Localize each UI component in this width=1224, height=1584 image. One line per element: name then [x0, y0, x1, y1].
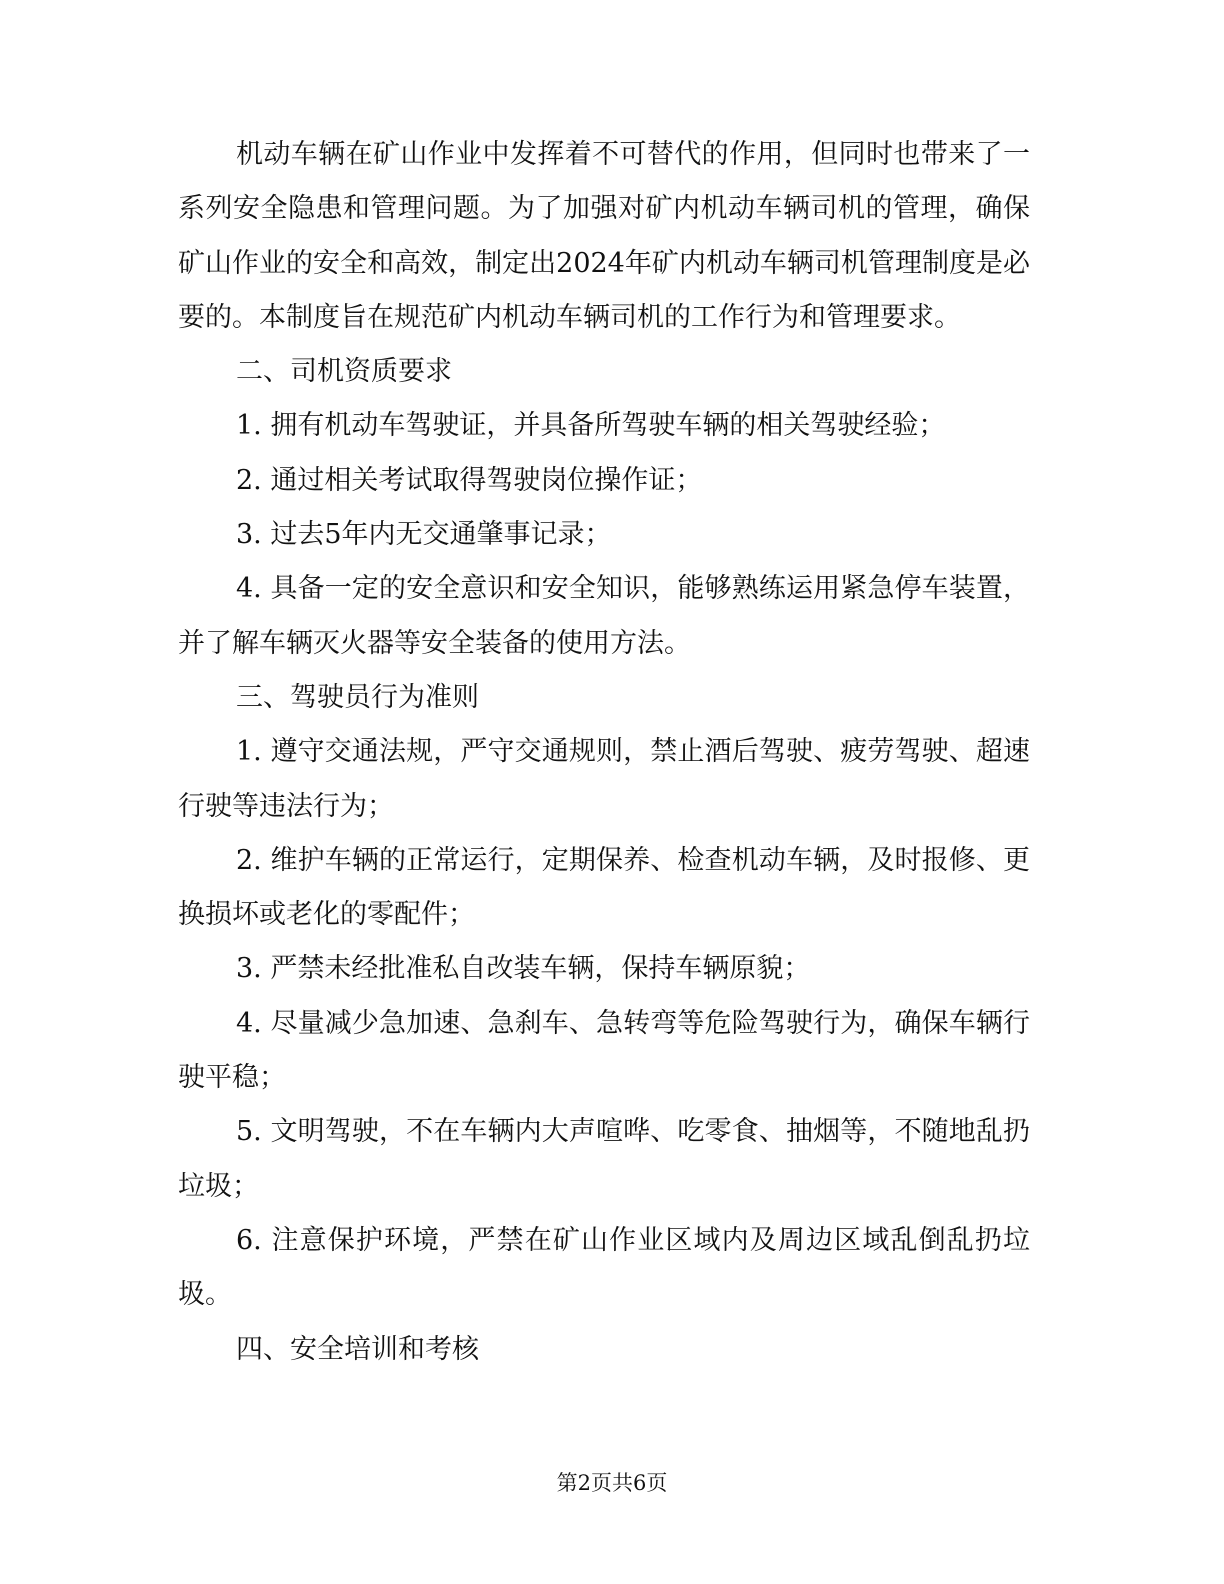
- page-number-footer: 第2页共6页: [556, 1471, 668, 1495]
- list-item: 1. 拥有机动车驾驶证，并具备所驾驶车辆的相关驾驶经验；: [236, 410, 946, 442]
- list-item: 3. 严禁未经批准私自改装车辆，保持车辆原貌；: [236, 953, 811, 985]
- list-item: 4. 具备一定的安全意识和安全知识，能够熟练运用紧急停车装置，并了解车辆灭火器等安全装备的使用方法。: [178, 573, 1030, 659]
- section-heading-safety-training: 四、安全培训和考核: [236, 1333, 479, 1365]
- section-heading-driver-qualifications: 二、司机资质要求: [236, 356, 452, 388]
- list-item: 2. 通过相关考试取得驾驶岗位操作证；: [236, 464, 703, 496]
- list-item: 1. 遵守交通法规，严守交通规则，禁止酒后驾驶、疲劳驾驶、超速行驶等违法行为；: [178, 736, 1030, 822]
- list-item: 3. 过去5年内无交通肇事记录；: [236, 519, 612, 551]
- list-item: 2. 维护车辆的正常运行，定期保养、检查机动车辆，及时报修、更换损坏或老化的零配件；: [178, 844, 1030, 931]
- list-item: 4. 尽量减少急加速、急刹车、急转弯等危险驾驶行为，确保车辆行驶平稳；: [178, 1007, 1030, 1094]
- section-heading-driver-conduct: 三、驾驶员行为准则: [236, 681, 479, 713]
- list-item: 6. 注意保护环境，严禁在矿山作业区域内及周边区域乱倒乱扔垃圾。: [178, 1224, 1030, 1311]
- document-body: [178, 128, 1030, 1377]
- list-item: 5. 文明驾驶，不在车辆内大声喧哗、吃零食、抽烟等，不随地乱扔垃圾；: [178, 1116, 1030, 1202]
- intro-paragraph: 机动车辆在矿山作业中发挥着不可替代的作用，但同时也带来了一系列安全隐患和管理问题。为了加强对矿内机动车辆司机的管理，确保矿山作业的安全和高效，制定出2024年矿内机动车辆司机管理制度是必要的。本制度旨在规范矿内机动车辆司机的工作行为和管理要求。: [178, 139, 1030, 333]
